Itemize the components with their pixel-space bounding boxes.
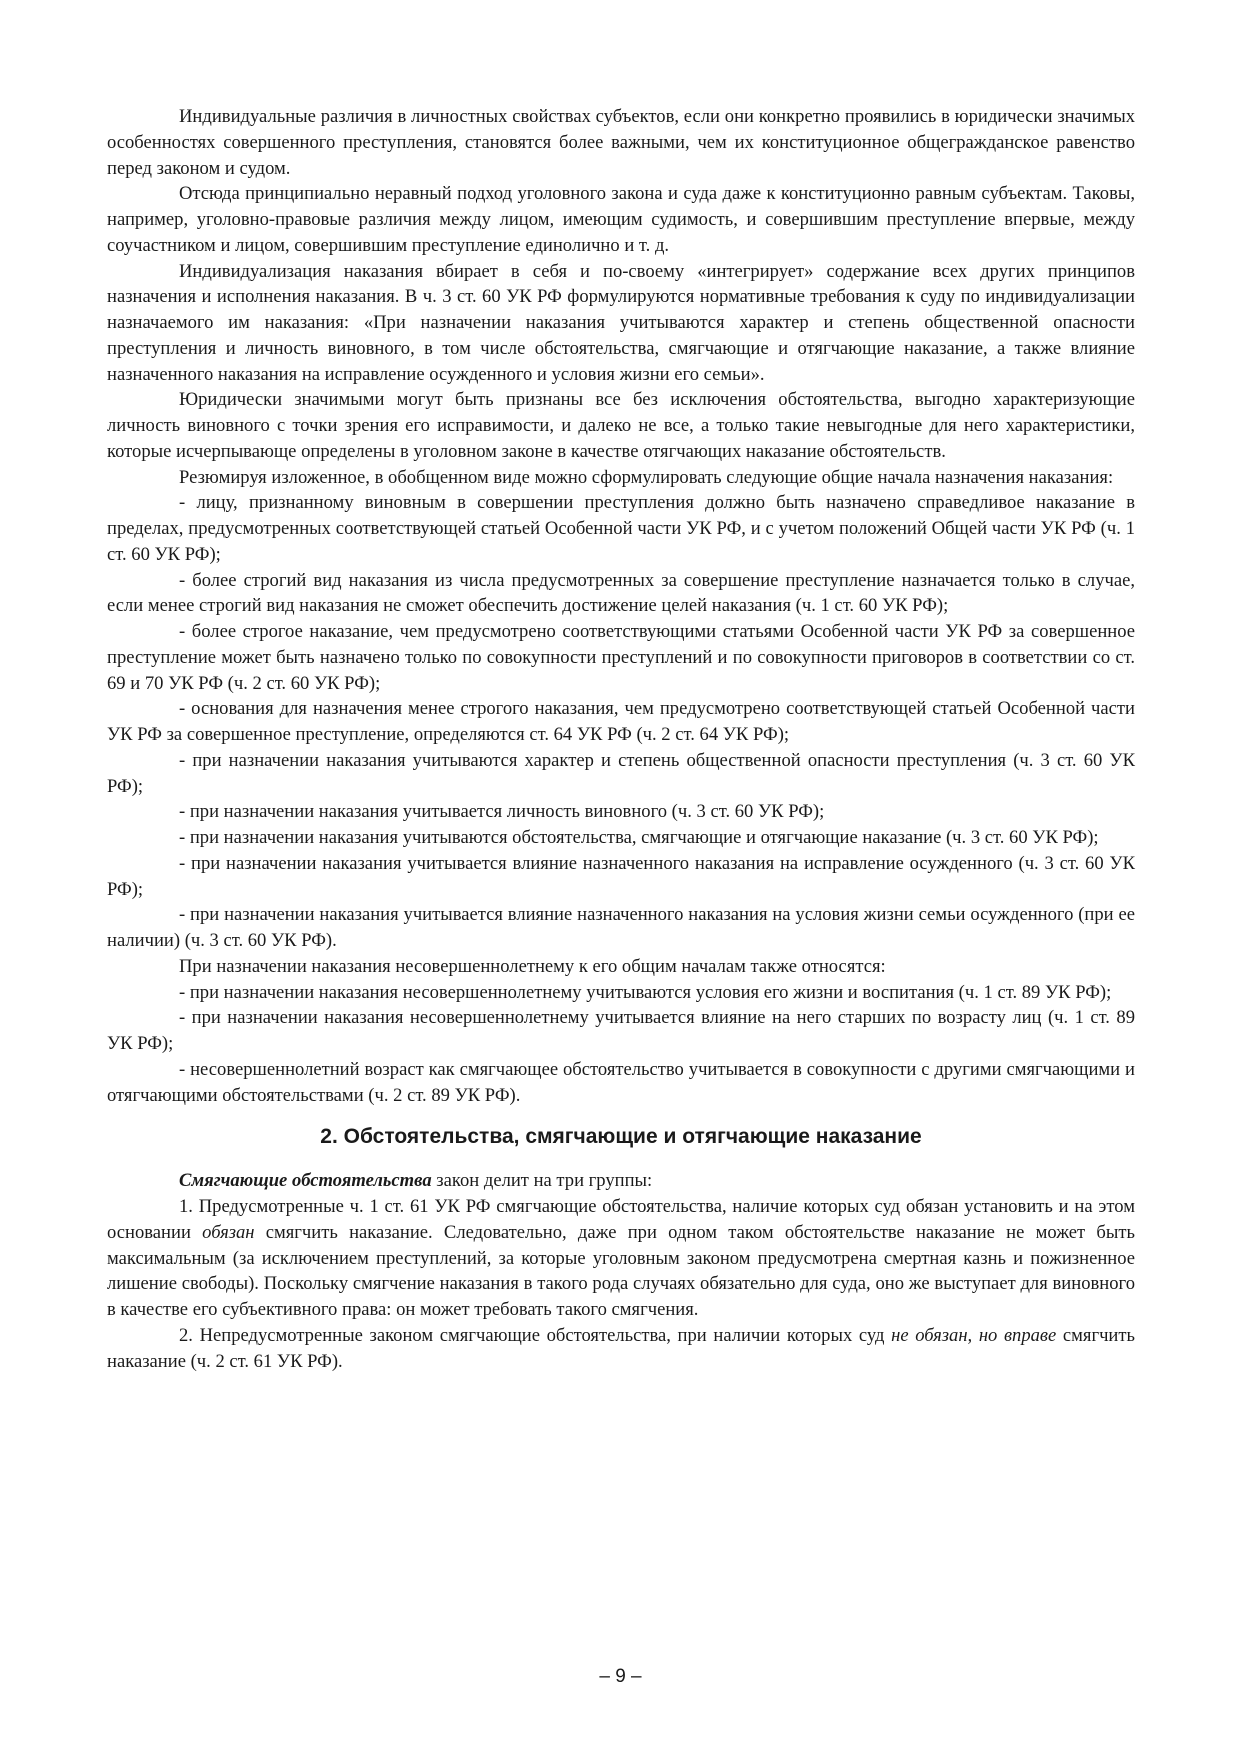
list-item: - несовершеннолетний возраст как смягчающее обстоятельство учитывается в совокупности с другими смягчающими и отягчающими обстоятельствами (ч. 2 ст. 89 УК РФ). — [107, 1058, 1135, 1106]
item2-text-a: 2. Непредусмотренные законом смягчающие обстоятельства, при наличии которых суд — [179, 1324, 892, 1346]
section-intro — [107, 1168, 1135, 1194]
list-item: - при назначении наказания несовершеннолетнему учитывается влияние на него старших по возрасту лиц (ч. 1 ст. 89 УК РФ); — [107, 1007, 1135, 1054]
page-body — [107, 104, 1135, 1374]
numbered-item-2 — [107, 1323, 1135, 1375]
list-item: - более строгое наказание, чем предусмотрено соответствующими статьями Особенной части УК РФ за совершенное преступление может быть назначено только по совокупности преступлений и по совокупности приговоров в соответствии со ст. 69 и 70 УК РФ (ч. 2 ст. 60 УК РФ); — [107, 621, 1135, 694]
page-number: – 9 – — [599, 1666, 642, 1687]
intro-emphasis: Смягчающие обстоятельства — [179, 1170, 432, 1192]
section-heading: 2. Обстоятельства, смягчающие и отягчающие наказание — [320, 1125, 922, 1149]
list-item: - основания для назначения менее строгого наказания, чем предусмотрено соответствующей статьей Особенной части УК РФ за совершенное преступление, определяются ст. 64 УК РФ (ч. 2 ст. 64 УК РФ); — [107, 698, 1135, 745]
item1-text-b: смягчить наказание. Следовательно, даже при одном таком обстоятельстве наказание не может быть максимальным (за исключением преступлений, за которые уголовным законом предусмотрена смертная казнь и пожизненное лишение свободы). Поскольку смягчение наказания в такого рода случаях обязательно для суда, оно же выступает для виновного в качестве его субъективного права: он может требовать такого смягчения. — [107, 1221, 1135, 1320]
paragraph: Юридически значимыми могут быть признаны все без исключения обстоятельства, выгодно характеризующие личность виновного с точки зрения его исправимости, и далеко не все, а только такие невыгодные для него характеристики, которые исчерпывающе определены в уголовном законе в качестве отягчающих наказание обстоятельств. — [107, 389, 1135, 462]
paragraph: Отсюда принципиально неравный подход уголовного закона и суда даже к конституционно равным субъектам. Таковы, например, уголовно-правовые различия между лицом, имеющим судимость, и совершившим преступление впервые, между соучастником и лицом, совершившим преступление единолично и т. д. — [107, 183, 1135, 256]
item1-emphasis: обязан — [202, 1221, 255, 1243]
list-item: - при назначении наказания учитываются характер и степень общественной опасности преступления (ч. 3 ст. 60 УК РФ); — [107, 749, 1135, 797]
list-item: - лицу, признанному виновным в совершении преступления должно быть назначено справедливое наказание в пределах, предусмотренных соответствующей статьей Особенной части УК РФ, и с учетом положений Общей части УК РФ (ч. 1 ст. 60 УК РФ); — [107, 492, 1135, 565]
item1-text-a: 1. Предусмотренные ч. 1 ст. 61 УК РФ смягчающие обстоятельства, наличие которых суд обязан установить и на этом основании — [107, 1196, 1135, 1243]
paragraph: Индивидуальные различия в личностных свойствах субъектов, если они конкретно проявились в юридически значимых особенностях совершенного преступления, становятся более важными, чем их конституционное общегражданское равенство перед законом и судом. — [107, 106, 1135, 179]
paragraph: При назначении наказания несовершеннолетнему к его общим началам также относятся: — [179, 955, 886, 977]
numbered-item-1 — [107, 1194, 1135, 1323]
paragraph: Индивидуализация наказания вбирает в себя и по-своему «интегрирует» содержание всех других принципов назначения и исполнения наказания. В ч. 3 ст. 60 УК РФ формулируются нормативные требования к суду по индивидуализации назначаемого им наказания: «При назначении наказания учитываются характер и степень общественной опасности преступления и личность виновного, в том числе обстоятельства, смягчающие и отягчающие наказание, а также влияние назначенного наказания на исправление осужденного и условия жизни его семьи». — [107, 260, 1135, 385]
list-item: - при назначении наказания несовершеннолетнему учитываются условия его жизни и воспитания (ч. 1 ст. 89 УК РФ); — [179, 981, 1112, 1003]
list-item: - при назначении наказания учитывается влияние назначенного наказания на исправление осужденного (ч. 3 ст. 60 УК РФ); — [107, 852, 1135, 900]
item2-text-b: смягчить наказание (ч. 2 ст. 61 УК РФ). — [107, 1324, 1135, 1372]
list-item: - при назначении наказания учитывается влияние назначенного наказания на условия жизни семьи осужденного (при ее наличии) (ч. 3 ст. 60 УК РФ). — [107, 904, 1135, 951]
paragraph: Резюмируя изложенное, в обобщенном виде можно сформулировать следующие общие начала назначения наказания: — [179, 466, 1114, 488]
list-item: - более строгий вид наказания из числа предусмотренных за совершение преступление назначается только в случае, если менее строгий вид наказания не сможет обеспечить достижение целей наказания (ч. 1 ст. 60 УК РФ); — [107, 569, 1135, 617]
list-item: - при назначении наказания учитывается личность виновного (ч. 3 ст. 60 УК РФ); — [179, 801, 825, 823]
list-item: - при назначении наказания учитываются обстоятельства, смягчающие и отягчающие наказание (ч. 3 ст. 60 УК РФ); — [179, 827, 1099, 848]
intro-text: закон делит на три группы: — [431, 1170, 653, 1192]
item2-emphasis: не обязан, но вправе — [891, 1324, 1057, 1346]
